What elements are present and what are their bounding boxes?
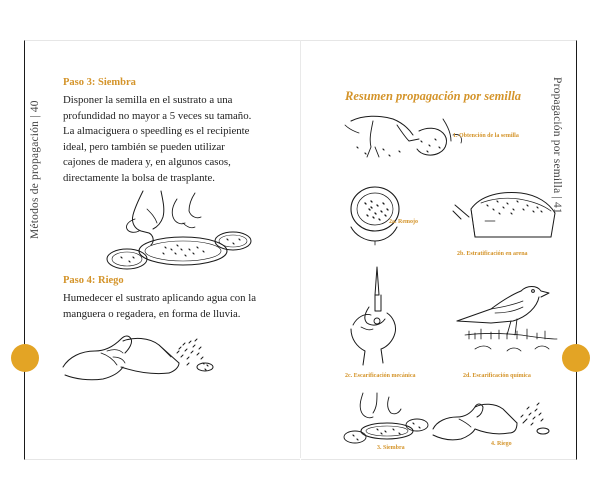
caption-watering: 4. Riego — [491, 441, 512, 447]
step3-line: directamente la bolsa de trasplante. — [63, 171, 215, 184]
step3-line: profundidad no mayor a 5 veces su tamaño. — [63, 109, 252, 122]
step3-line: cajones de madera y, en algunos casos, — [63, 156, 231, 168]
step3-title: Paso 3: Siembra — [63, 77, 136, 88]
right-page — [301, 40, 577, 460]
page-tab-left — [11, 344, 39, 372]
step4-text — [63, 291, 256, 322]
step3-line: Disponer la semilla en el sustrato a una — [63, 94, 233, 106]
caption-sowing: 3. Siembra — [377, 445, 405, 451]
caption-seed-gathering: 1. Obtención de la semilla — [453, 133, 519, 139]
step4-line: Humedecer el sustrato aplicando agua con la — [63, 292, 257, 304]
bird-scarification-illustration — [451, 273, 561, 363]
step3-text — [63, 93, 251, 186]
sowing-illustration — [105, 189, 255, 279]
watering-illustration — [59, 323, 259, 383]
mechanical-scarification-illustration — [347, 267, 407, 367]
caption-chemical-scarification: 2d. Escarificación química — [463, 373, 531, 379]
step4-title: Paso 4: Riego — [63, 275, 124, 286]
sand-stratification-illustration — [451, 181, 561, 247]
sowing-summary-illustration — [343, 391, 429, 449]
watering-summary-illustration — [429, 393, 569, 443]
running-head-left: Métodos de propagación | 40 — [29, 100, 41, 239]
soaking-bowl-illustration — [345, 183, 415, 245]
caption-mechanical-scarification: 2c. Escarificación mecánica — [345, 373, 416, 379]
summary-title: Resumen propagación por semilla — [345, 89, 522, 103]
running-head-right: Propagación por semilla | 41 — [551, 77, 563, 214]
page-tab-right — [562, 344, 590, 372]
left-page — [24, 40, 300, 460]
step4-line: manguera o regadera, en forma de lluvia. — [63, 307, 241, 320]
step3-line: La almaciguera o speedling es el recipiente — [63, 125, 250, 137]
caption-soaking: 2a. Remojo — [389, 219, 418, 225]
step3-line: ideal, pero también se pueden utilizar — [63, 140, 225, 153]
caption-sand-stratification: 2b. Estratificación en arena — [457, 251, 528, 257]
